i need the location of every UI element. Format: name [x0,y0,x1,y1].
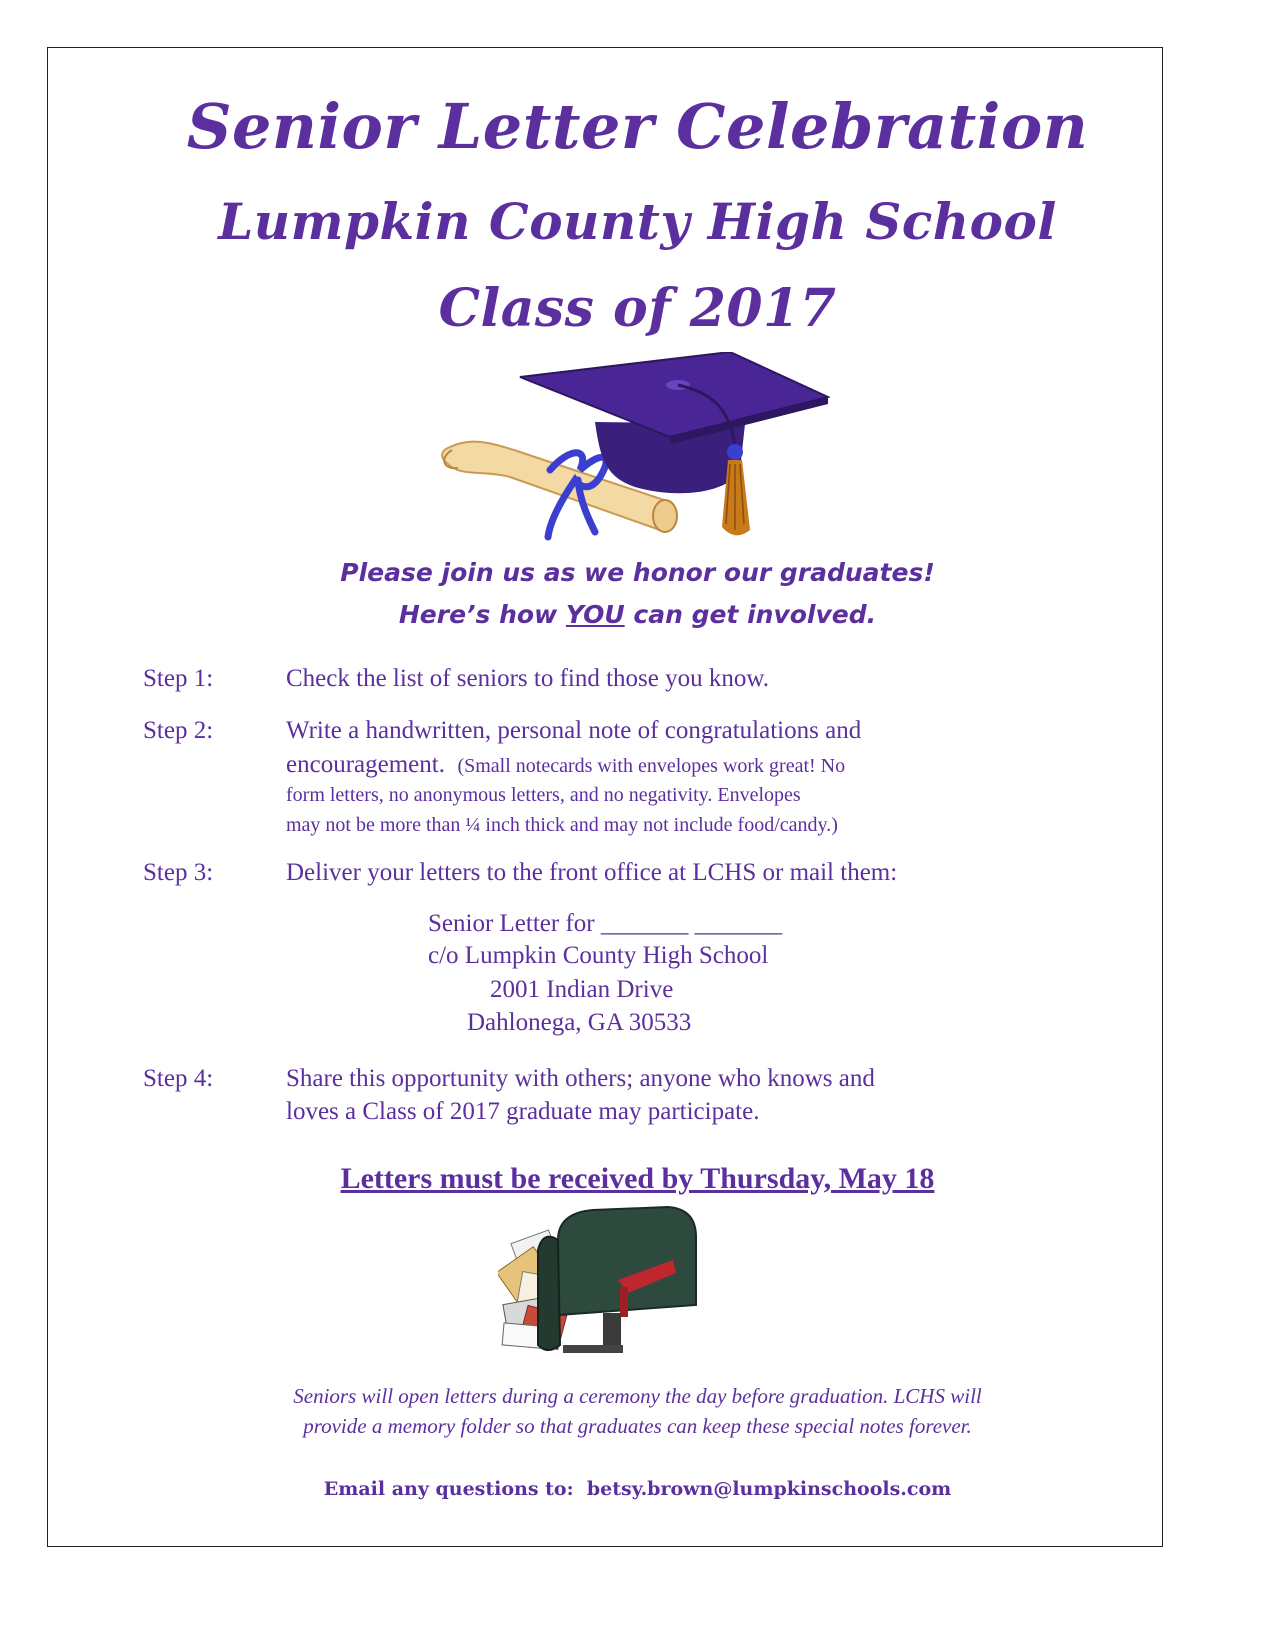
page-title: Senior Letter Celebration [186,90,1089,163]
step-1-text: Check the list of seniors to find those you know. [286,665,770,692]
step-2-text-end: encouragement. [286,751,445,778]
intro-line-1: Please join us as we honor our graduates! [340,558,935,587]
deadline: Letters must be received by Thursday, May 18 [340,1162,935,1195]
mailbox-illustration [498,1205,698,1370]
closing-line-2: provide a memory folder so that graduates can keep these special notes forever. [303,1414,972,1438]
step-4-label: Step 4: [143,1065,214,1092]
step-3-label: Step 3: [143,859,214,886]
school-name: Lumpkin County High School [218,192,1057,251]
intro-line-2-start: Here’s how [398,600,566,629]
address-care-of: c/o Lumpkin County High School [428,942,769,969]
step-2-note-line-3: may not be more than ¼ inch thick and may not include food/candy.) [286,814,838,836]
step-1-label: Step 1: [143,665,214,692]
intro-emphasis: YOU [565,600,625,629]
step-4-text-line-2: loves a Class of 2017 graduate may participate. [286,1098,760,1125]
step-2-note-line-2: form letters, no anonymous letters, and no negativity. Envelopes [286,784,801,806]
step-2-text-line-1: Write a handwritten, personal note of congratulations and [286,717,862,744]
closing-line-1: Seniors will open letters during a ceremony the day before graduation. LCHS will [293,1384,982,1408]
step-3-text: Deliver your letters to the front office at LCHS or mail them: [286,859,898,886]
contact-line [0,1478,1275,1500]
step-4-text-line-1: Share this opportunity with others; anyone who knows and [286,1065,875,1092]
graduation-cap-illustration [430,352,830,552]
address-recipient: Senior Letter for _______ _______ [428,910,783,937]
address-street: 2001 Indian Drive [490,976,674,1003]
mailbox-icon [498,1207,696,1353]
step-2-label: Step 2: [143,717,214,744]
intro-line-2 [0,600,1275,629]
address-city: Dahlonega, GA 30533 [467,1009,692,1036]
class-year: Class of 2017 [438,278,837,339]
step-2-note-line-1: (Small notecards with envelopes work great! No [457,755,846,777]
step-2-text-line-2 [286,748,1106,781]
contact-label: Email any questions to: [323,1478,574,1500]
contact-email-link[interactable]: betsy.brown@lumpkinschools.com [586,1478,952,1500]
intro-line-2-end: can get involved. [624,600,877,629]
